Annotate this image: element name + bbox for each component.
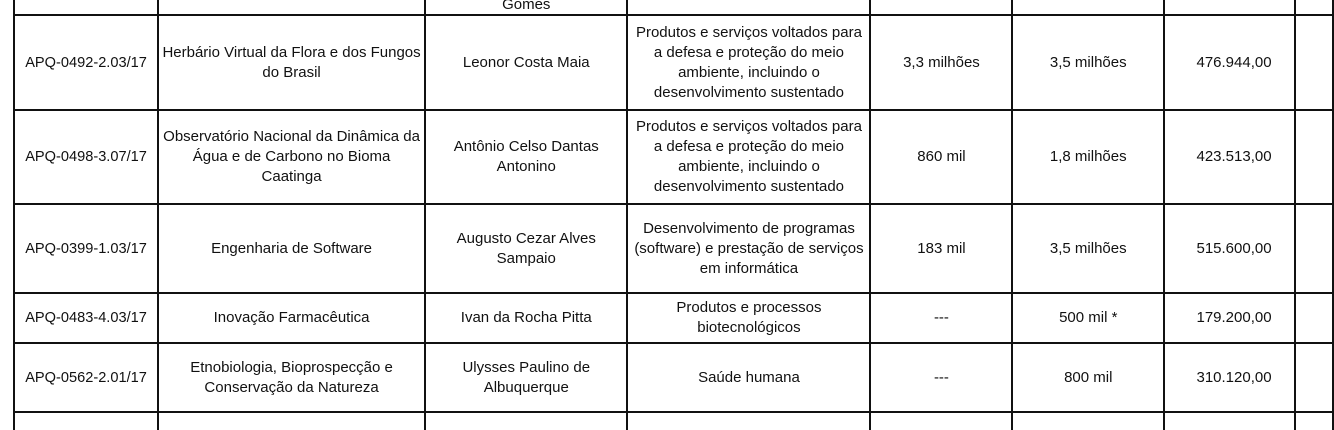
cell-area: Produtos e serviços voltados para a defesa e proteção do meio ambiente, incluindo o desenvolvimento sustentado [627, 110, 870, 204]
cell-value-b: 500 mil * [1012, 293, 1164, 343]
cell-area: Produtos e serviços voltados para a defesa e proteção do meio ambiente, incluindo o desenvolvimento sustentado [627, 15, 870, 110]
projects-table [13, 0, 1334, 430]
table-row-partial-top [14, 0, 1333, 15]
cell-code: APQ-0399-1.03/17 [14, 204, 158, 293]
cell-value-a: 860 mil [870, 110, 1012, 204]
cell-title: Engenharia de Software [158, 204, 425, 293]
cell-code: APQ-0483-4.03/17 [14, 293, 158, 343]
cell-amount: 423.513,00 [1164, 110, 1295, 204]
cell-coordinator: Ulysses Paulino de Albuquerque [425, 343, 627, 412]
cell-amount [1164, 412, 1295, 430]
cell-coordinator: Augusto Cezar Alves Sampaio [425, 204, 627, 293]
cell-value-b [1012, 0, 1164, 15]
table-row [14, 204, 1333, 293]
cell-extra [1295, 0, 1333, 15]
cell-code: APQ-0562-2.01/17 [14, 343, 158, 412]
cell-value-b: 3,5 milhões [1012, 15, 1164, 110]
table-row [14, 343, 1333, 412]
cell-title: Etnobiologia, Bioprospecção e Conservação da Natureza [158, 343, 425, 412]
cell-title: Observatório Nacional da Dinâmica da Água e de Carbono no Bioma Caatinga [158, 110, 425, 204]
table-row [14, 110, 1333, 204]
cell-title [158, 0, 425, 15]
cell-value-b [1012, 412, 1164, 430]
cell-extra [1295, 412, 1333, 430]
cell-value-b: 1,8 milhões [1012, 110, 1164, 204]
cell-value-a [870, 0, 1012, 15]
cell-coordinator [425, 412, 627, 430]
table-row [14, 293, 1333, 343]
cell-area: Produtos e processos biotecnológicos [627, 293, 870, 343]
cell-code: APQ-0498-3.07/17 [14, 110, 158, 204]
cell-coordinator: Ivan da Rocha Pitta [425, 293, 627, 343]
cell-amount: 515.600,00 [1164, 204, 1295, 293]
cell-amount [1164, 0, 1295, 15]
cell-value-b: 800 mil [1012, 343, 1164, 412]
cell-extra [1295, 15, 1333, 110]
cell-amount: 310.120,00 [1164, 343, 1295, 412]
cell-extra [1295, 110, 1333, 204]
cell-amount: 179.200,00 [1164, 293, 1295, 343]
cell-coordinator: Gomes [425, 0, 627, 15]
cell-value-a [870, 412, 1012, 430]
cell-amount: 476.944,00 [1164, 15, 1295, 110]
cell-value-a: --- [870, 343, 1012, 412]
table-row-partial-bottom [14, 412, 1333, 430]
cell-area: Saúde humana [627, 343, 870, 412]
cell-code [14, 412, 158, 430]
cell-coordinator: Antônio Celso Dantas Antonino [425, 110, 627, 204]
cell-extra [1295, 204, 1333, 293]
table-row [14, 15, 1333, 110]
cell-area [627, 412, 870, 430]
cell-value-a: 3,3 milhões [870, 15, 1012, 110]
cell-coordinator: Leonor Costa Maia [425, 15, 627, 110]
cell-extra [1295, 293, 1333, 343]
cell-title: Herbário Virtual da Flora e dos Fungos do Brasil [158, 15, 425, 110]
cell-value-a: 183 mil [870, 204, 1012, 293]
cell-area: Desenvolvimento de programas (software) e prestação de serviços em informática [627, 204, 870, 293]
cell-value-a: --- [870, 293, 1012, 343]
cell-title: Inovação Farmacêutica [158, 293, 425, 343]
cell-code: APQ-0492-2.03/17 [14, 15, 158, 110]
cell-extra [1295, 343, 1333, 412]
cell-title [158, 412, 425, 430]
cell-code [14, 0, 158, 15]
cell-area [627, 0, 870, 15]
cell-value-b: 3,5 milhões [1012, 204, 1164, 293]
